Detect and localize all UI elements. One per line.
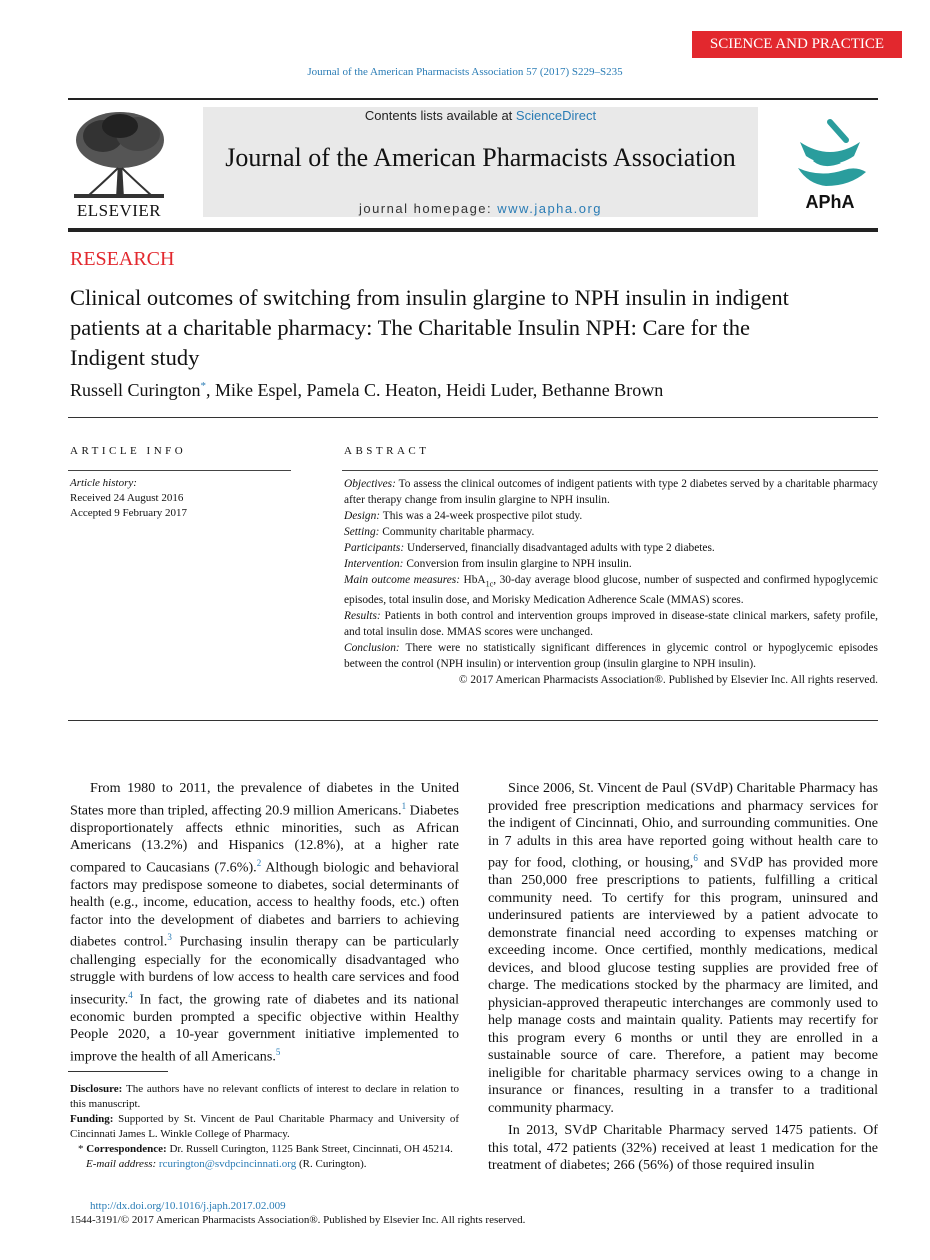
abstract-objectives: [344, 476, 878, 508]
accepted-date: Accepted 9 February 2017: [70, 507, 187, 519]
outcome-label: Main outcome measures:: [344, 574, 461, 586]
elsevier-tree-icon: [68, 108, 170, 203]
disclosure-label: Disclosure:: [70, 1083, 123, 1095]
outcome-sub: 1c: [485, 579, 494, 589]
issn-line: 1544-3191/© 2017 American Pharmacists Association®. Published by Elsevier Inc. All rights reserved.: [70, 1214, 526, 1226]
abstract-conclusion: [344, 640, 878, 672]
footnotes: [70, 1082, 459, 1172]
abstract-outcomes: [344, 572, 878, 608]
outcome-hba: HbA: [463, 574, 486, 586]
participants-label: Participants:: [344, 542, 405, 554]
abstract-design: [344, 508, 878, 524]
body-column-right: [488, 780, 878, 1175]
stats-paragraph: In 2013, SVdP Charitable Pharmacy served 1475 patients. Of this total, 472 patients (32%) received at least 1 medication for the treatment of diabetes; 266 (56%) of those required insulin: [488, 1122, 878, 1174]
results-text: Patients in both control and intervention groups improved in disease-state clinical markers, safety profile, and total insulin dose. MMAS scores were unchanged.: [344, 610, 878, 639]
citation-link[interactable]: 3: [167, 932, 172, 943]
correspondence-mark[interactable]: *: [200, 380, 207, 392]
journal-reference-link[interactable]: Journal of the American Pharmacists Association 57 (2017) S229–S235: [307, 66, 623, 78]
abstract-results: [344, 608, 878, 640]
svdp-text-1: Since 2006, St. Vincent de Paul (SVdP) Charitable Pharmacy has provided free prescription medications and pharmacy services for the indigent of Cincinnati, Ohio, and surrounding communities. One in 7 adults in this area have reported going without health care to pay for food, clothing, or housing,: [488, 780, 878, 871]
design-label: Design:: [344, 510, 381, 522]
outcome-text: , 30-day average blood glucose, number of suspected and confirmed hypoglycemic episodes, total insulin dose, and Morisky Medication Adherence Scale (MMAS) scores.: [344, 574, 878, 607]
body-column-left: [70, 780, 459, 1066]
corr-label: Correspondence:: [86, 1143, 167, 1155]
citation-link[interactable]: 1: [401, 800, 407, 811]
apha-logo[interactable]: [790, 112, 870, 216]
setting-text: Community charitable pharmacy.: [382, 526, 535, 538]
journal-title: Journal of the American Pharmacists Association: [225, 143, 736, 172]
author-name[interactable]: Russell Curington: [70, 380, 201, 400]
funding-text: Supported by St. Vincent de Paul Charitable Pharmacy and University of Cincinnati James L. Winkle College of Pharmacy.: [70, 1113, 459, 1140]
citation-link[interactable]: 5: [275, 1046, 281, 1057]
correspondence-note: [70, 1142, 459, 1157]
objectives-text: To assess the clinical outcomes of indigent patients with type 2 diabetes served by a charitable pharmacy after therapy change from insulin glargine to NPH insulin.: [344, 478, 878, 506]
doi-link[interactable]: http://dx.doi.org/10.1016/j.japh.2017.02.009: [90, 1200, 286, 1212]
footnote-rule: [68, 1071, 168, 1072]
conclusion-label: Conclusion:: [344, 642, 400, 655]
article-title: Clinical outcomes of switching from insulin glargine to NPH insulin in indigent patients at a charitable pharmacy: The Charitable Insulin NPH: Care for the Indigent study: [70, 285, 789, 370]
journal-homepage: [203, 201, 758, 216]
abstract-bottom-rule: [68, 720, 878, 721]
funding-note: [70, 1112, 459, 1142]
sciencedirect-link[interactable]: ScienceDirect: [515, 108, 597, 123]
abstract-copyright: © 2017 American Pharmacists Association®. Published by Elsevier Inc. All rights reserved.: [458, 674, 878, 687]
abstract-setting: [344, 524, 878, 540]
email-note: [70, 1157, 459, 1172]
section-tag: SCIENCE AND PRACTICE: [692, 31, 902, 58]
apha-wordmark: APhA: [805, 192, 855, 212]
contents-prefix: Contents lists available at: [364, 108, 516, 123]
corr-mark: *: [78, 1143, 84, 1155]
email-name: (R. Curington).: [296, 1158, 367, 1170]
disclosure-text: The authors have no relevant conflicts of interest to declare in relation to this manuscript.: [70, 1083, 459, 1110]
objectives-label: Objectives:: [344, 478, 396, 490]
svdp-text-2: and SVdP has provided more than 250,000 free prescriptions to patients, fulfilling a critical community need. To certify for this program, uninsured and underinsured patients are interviewed by a patient advocate to demonstrate financial need according to expenses matching or exceeding income. Once certified, monthly medications, medical devices, and blood glucose testing supplies are provided free of charge. The medications stocked by the pharmacy are limited, and physician-approved therapeutic interchanges are commonly used to help manage costs and maintain quality. Patients may recertify for this program every 6 months or until they are enrolled in a sustainable source of care. Therefore, a patient may become ineligible for charitable pharmacy services owing to a change in insurance or finances, resulting in a transfer to a traditional community pharmacy.: [488, 854, 878, 1116]
setting-label: Setting:: [344, 526, 380, 538]
author-list: [70, 380, 663, 401]
elsevier-wordmark: ELSEVIER: [76, 201, 162, 220]
conclusion-text: There were no statistically significant differences in glycemic control or hypoglycemic episodes between the control (NPH insulin) or intervention group (insulin glargine to NPH insulin).: [344, 642, 878, 671]
email-label: E-mail address:: [86, 1158, 157, 1170]
intro-text-1: From 1980 to 2011, the prevalence of diabetes in the United States more than tripled, affecting 20.9 million Americans.: [70, 780, 459, 819]
contents-line: [203, 108, 758, 123]
homepage-prefix: journal homepage:: [358, 201, 498, 216]
abstract-intervention: [344, 556, 878, 572]
citation-link[interactable]: 6: [693, 853, 698, 863]
received-date: Received 24 August 2016: [70, 492, 184, 504]
article-info-rule: [68, 470, 291, 471]
homepage-link[interactable]: www.japha.org: [497, 201, 603, 216]
citation-link[interactable]: 4: [128, 989, 133, 1000]
authors-rule: [68, 417, 878, 418]
intro-text-2: Diabetes disproportionately affects ethnic minorities, such as African Americans (13.2%) and Hispanics (12.8%), at a higher rate compared to Caucasians (7.6%).: [70, 802, 459, 876]
email-link[interactable]: rcurington@svdpcincinnati.org: [158, 1158, 297, 1170]
abstract-participants: [344, 540, 878, 556]
intervention-text: Conversion from insulin glargine to NPH insulin.: [406, 558, 632, 570]
intervention-label: Intervention:: [344, 558, 404, 570]
intro-paragraph: [70, 780, 459, 1066]
article-history: [70, 476, 187, 521]
article-info-heading: ARTICLE INFO: [70, 445, 187, 457]
participants-text: Underserved, financially disadvantaged adults with type 2 diabetes.: [406, 542, 715, 554]
history-label: Article history:: [70, 477, 137, 489]
results-label: Results:: [344, 610, 381, 623]
disclosure-note: [70, 1082, 459, 1112]
design-text: This was a 24-week prospective pilot study.: [382, 510, 583, 522]
abstract-rule: [342, 470, 878, 471]
abstract-heading: ABSTRACT: [344, 445, 430, 457]
elsevier-logo[interactable]: [68, 108, 170, 218]
intro-text-5: In fact, the growing rate of diabetes and its national economic burden prompted a specific objective within Healthy People 2020, a 10-year government initiative implemented to improve the health of all Americans.: [70, 991, 459, 1065]
mortar-pestle-hand-icon: [790, 112, 870, 192]
corr-text: Dr. Russell Curington, 1125 Bank Street, Cincinnati, OH 45214.: [166, 1143, 453, 1155]
intro-text-3: Although biologic and behavioral factors may predispose someone to diabetes, social determinants of health (e.g., income, education, access to healthy foods, etc.) often factor into the development of diabetes and barriers to achieving diabetes control.: [70, 859, 460, 951]
intro-text-4: Purchasing insulin therapy can be particularly challenging especially for the economically disadvantaged who struggle with burdens of low access to health care services and food insecurity.: [70, 934, 459, 1008]
abstract-body: [344, 476, 878, 688]
svdp-paragraph: [488, 780, 878, 1117]
header-thick-rule: [68, 228, 878, 232]
funding-label: Funding:: [70, 1113, 114, 1125]
article-category: RESEARCH: [70, 248, 175, 270]
co-authors: , Mike Espel, Pamela C. Heaton, Heidi Luder, Bethanne Brown: [206, 380, 664, 400]
header-rule: [68, 98, 878, 100]
citation-link[interactable]: 2: [256, 857, 262, 868]
